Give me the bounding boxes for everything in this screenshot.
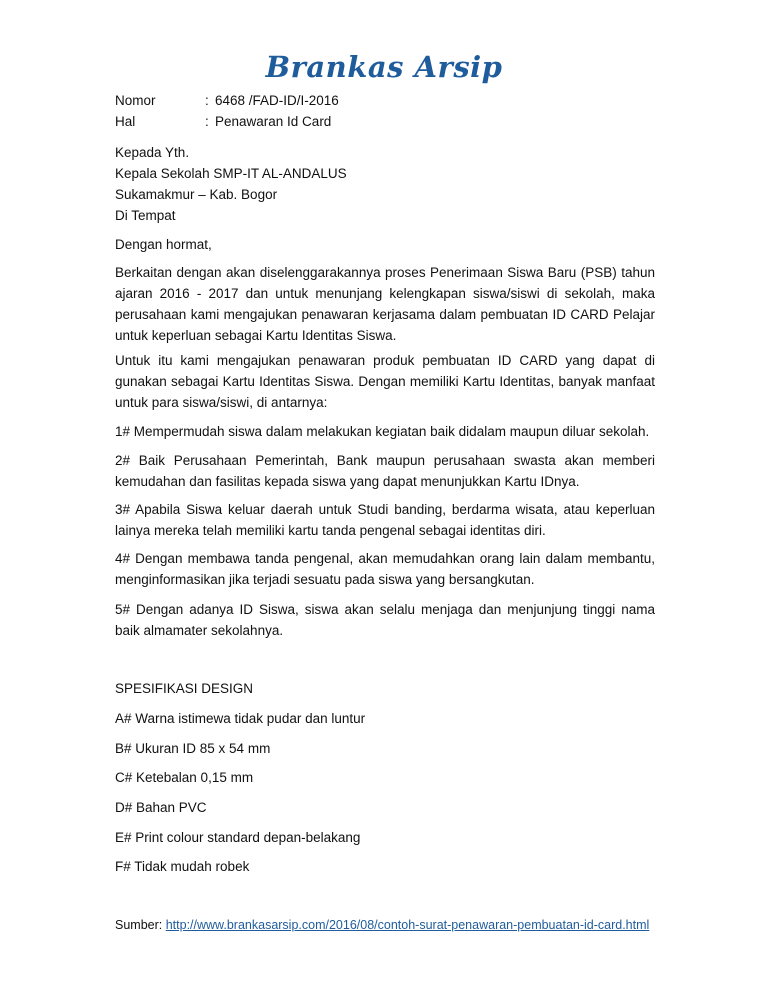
paragraph: Berkaitan dengan akan diselenggarakannya proses Penerimaan Siswa Baru (PSB) tahun ajaran 2016 - 2017 dan untuk menunjang kelengkapan siswa/siswi di sekolah, maka perusahaan kami mengajukan penawaran kerjasama dalam pembuatan ID CARD Pelajar untuk keperluan sebagai Kartu Identitas Siswa. [115,265,655,343]
spec-item: E# Print colour standard depan-belakang [115,830,361,845]
benefit-item: 5# Dengan adanya ID Siswa, siswa akan selalu menjaga dan menjunjung tinggi nama baik almamater sekolahnya. [115,602,655,638]
nomor-value: 6468 /FAD-ID/I-2016 [215,93,339,108]
nomor-label: Nomor [115,93,156,108]
recipient-line: Kepada Yth. [115,145,190,160]
recipient-line: Di Tempat [115,208,176,223]
paragraph: Untuk itu kami mengajukan penawaran produk pembuatan ID CARD yang dapat di gunakan sebagai Kartu Identitas Siswa. Dengan memiliki Kartu Identitas, banyak manfaat untuk para siswa/siswi, di antarnya: [115,353,655,410]
spec-item: C# Ketebalan 0,15 mm [115,770,254,785]
hal-value: Penawaran Id Card [215,114,332,129]
spec-item: A# Warna istimewa tidak pudar dan luntur [115,711,366,726]
hal-label: Hal [115,114,136,129]
source-note [115,916,655,934]
hal-colon: : [205,114,209,129]
greeting: Dengan hormat, [115,237,212,252]
spec-item: F# Tidak mudah robek [115,859,250,874]
spec-heading: SPESIFIKASI DESIGN [115,681,254,696]
source-link[interactable]: http://www.brankasarsip.com/2016/08/contoh-surat-penawaran-pembuatan-id-card.html [165,918,650,932]
spec-item: D# Bahan PVC [115,800,207,815]
nomor-colon: : [205,93,209,108]
recipient-line: Kepala Sekolah SMP-IT AL-ANDALUS [115,166,347,181]
benefit-item: 1# Mempermudah siswa dalam melakukan kegiatan baik didalam maupun diluar sekolah. [115,424,650,439]
benefit-item: 2# Baik Perusahaan Pemerintah, Bank maupun perusahaan swasta akan memberi kemudahan dan fasilitas kepada siswa yang dapat menunjukkan Kartu IDnya. [115,453,655,489]
spec-item: B# Ukuran ID 85 x 54 mm [115,741,271,756]
benefit-item: 3# Apabila Siswa keluar daerah untuk Studi banding, berdarma wisata, atau keperluan lainya mereka telah memiliki kartu tanda pengenal sebagai identitas diri. [115,502,655,538]
recipient-line: Sukamakmur – Kab. Bogor [115,187,278,202]
page-title: Brankas Arsip [265,50,503,84]
benefit-item: 4# Dengan membawa tanda pengenal, akan memudahkan orang lain dalam membantu, menginformasikan jika terjadi sesuatu pada siswa yang bersangkutan. [115,551,655,587]
source-label: Sumber: [115,918,166,932]
